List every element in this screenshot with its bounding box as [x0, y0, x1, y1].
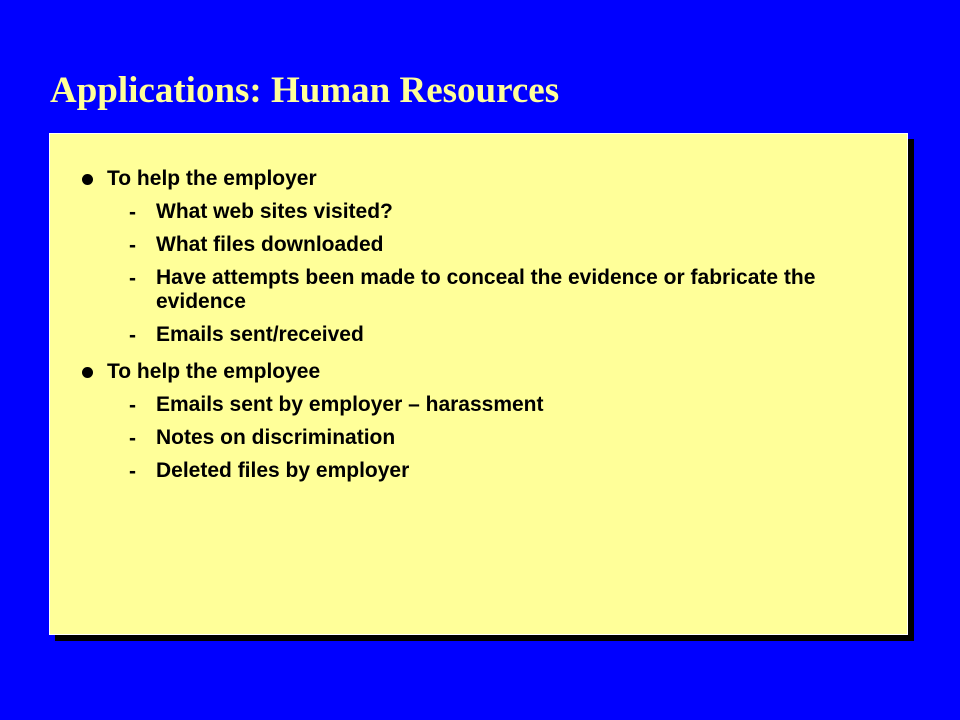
sub-item	[107, 459, 907, 483]
dash-icon: -	[129, 460, 136, 483]
sub-item	[107, 200, 907, 224]
dash-icon: -	[129, 394, 136, 417]
bullet-text: To help the employer	[107, 167, 317, 190]
dash-icon: -	[129, 427, 136, 450]
sub-item-text: Notes on discrimination	[156, 426, 396, 449]
sub-item-text: What web sites visited?	[156, 200, 393, 223]
bullet-text: To help the employee	[107, 360, 321, 383]
content-box	[49, 133, 908, 635]
dash-icon: -	[129, 324, 136, 347]
dash-icon: -	[129, 234, 136, 257]
sub-list-employer	[107, 200, 907, 347]
bullet-dot-icon	[82, 367, 93, 378]
sub-item-text: Emails sent by employer – harassment	[156, 393, 544, 416]
sub-item-text: What files downloaded	[156, 233, 384, 256]
sub-item-text: Deleted files by employer	[156, 459, 410, 482]
sub-item	[107, 393, 907, 417]
sub-item	[107, 323, 907, 347]
bullet-item-employer	[50, 164, 907, 347]
bullet-list	[50, 164, 907, 493]
dash-icon: -	[129, 201, 136, 224]
sub-item-text: Emails sent/received	[156, 323, 364, 346]
sub-item	[107, 233, 907, 257]
sub-item-text: Have attempts been made to conceal the evidence or fabricate the evidence	[156, 266, 816, 313]
bullet-dot-icon	[82, 174, 93, 185]
slide-title: Applications: Human Resources	[50, 70, 560, 111]
sub-item	[107, 266, 907, 314]
sub-list-employee	[107, 393, 907, 483]
dash-icon: -	[129, 267, 136, 290]
sub-item	[107, 426, 907, 450]
bullet-item-employee	[50, 357, 907, 483]
